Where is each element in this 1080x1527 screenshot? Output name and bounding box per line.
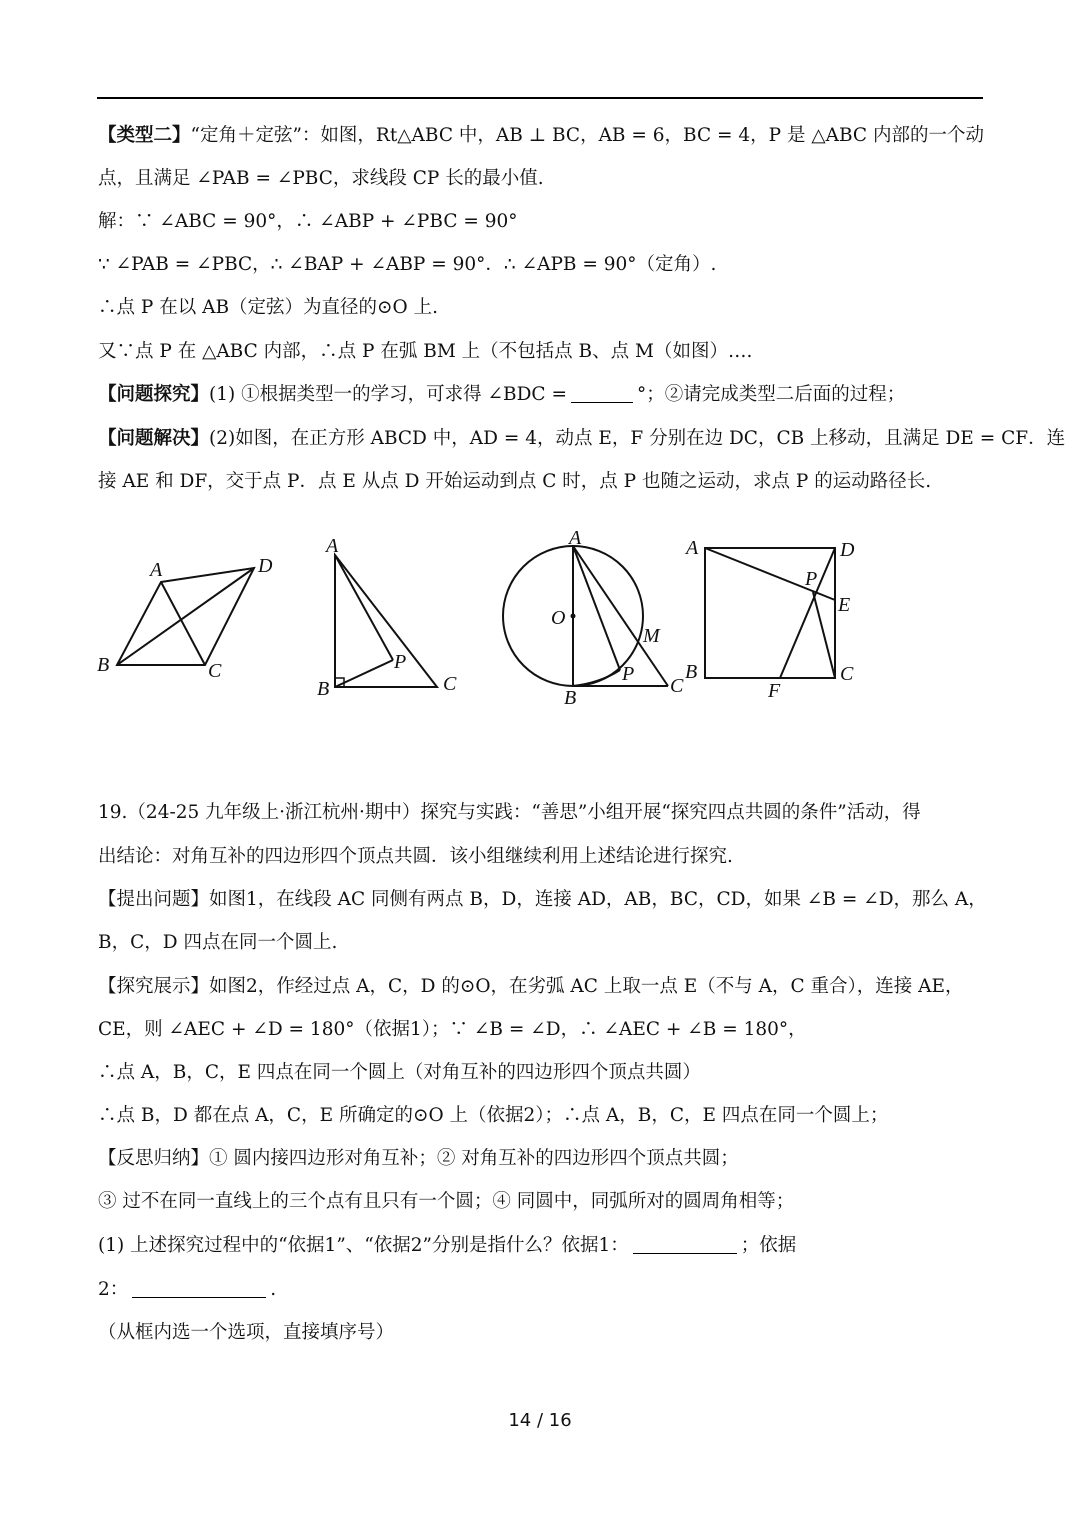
text-line (98, 338, 988, 366)
section-label: 【类型二】 (98, 125, 191, 146)
fig3-label-o: O (551, 607, 566, 629)
fig2-label-p: P (394, 651, 407, 673)
text-line (98, 1059, 988, 1087)
text-line (98, 1276, 988, 1304)
line-text: (1) 上述探究过程中的“依据1”、“依据2”分别是指什么？依据1： (98, 1235, 629, 1256)
line-text: ∵ ∠PAB = ∠PBC，∴ ∠BAP + ∠ABP = 90°．∴ ∠APB = 90°（定角）. (98, 254, 717, 275)
fig2-line-ap (335, 555, 393, 660)
line-text-after-blank: ；依据 (740, 1235, 797, 1256)
line-text: 接 AE 和 DF，交于点 P．点 E 从点 D 开始运动到点 C 时，点 P 也随之运动，求点 P 的运动路径长. (98, 471, 932, 492)
text-line (98, 468, 988, 496)
answer-blank[interactable] (633, 1235, 737, 1254)
text-line (98, 973, 988, 1001)
text-line (98, 208, 988, 236)
line-text: 【提出问题】如图1，在线段 AC 同侧有两点 B，D，连接 AD，AB，BC，CD，如果 ∠B = ∠D，那么 A， (98, 889, 987, 910)
line-text: ③ 过不在同一直线上的三个点有且只有一个圆；④ 同圆中，同弧所对的圆周角相等； (98, 1191, 795, 1212)
line-text: 2： (98, 1279, 129, 1300)
text-line (98, 886, 988, 914)
fig3-label-p: P (622, 663, 635, 685)
line-text: ∴点 A，B，C，E 四点在同一个圆上（对角互补的四边形四个顶点共圆） (98, 1062, 701, 1083)
text-line (98, 122, 988, 150)
line-text-after-blank: °；②请完成类型二后面的过程； (636, 384, 906, 405)
fig2-label-a: A (326, 535, 339, 557)
fig4-label-e: E (838, 594, 851, 616)
line-text: 19.（24-25 九年级上·浙江杭州·期中）探究与实践：“善思”小组开展“探究四点共圆的条件”活动，得 (98, 802, 921, 823)
text-line (98, 1016, 988, 1044)
section-label: 【问题解决】 (98, 428, 210, 449)
figures (0, 525, 1080, 725)
line-text: 【探究展示】如图2，作经过点 A，C，D 的⊙O，在劣弧 AC 上取一点 E（不与 A，C 重合），连接 AE， (98, 976, 964, 997)
fig4-label-f: F (768, 680, 781, 702)
fig3-label-b: B (564, 687, 577, 709)
fig2-triangle (335, 555, 437, 687)
text-line (98, 425, 1066, 453)
fig1-label-c: C (208, 660, 222, 682)
text-line (98, 1188, 988, 1216)
line-text: “定角＋定弦”：如图，Rt△ABC 中，AB ⊥ BC，AB = 6，BC = 4，P 是 △ABC 内部的一个动 (190, 125, 984, 146)
line-text-after-blank: . (270, 1279, 277, 1300)
fig1-label-b: B (97, 654, 110, 676)
section-label: 【问题探究】 (98, 384, 210, 405)
text-line (98, 929, 988, 957)
line-text: 解：∵ ∠ABC = 90°，∴ ∠ABP + ∠PBC = 90° (98, 211, 518, 232)
line-text: CE，则 ∠AEC + ∠D = 180°（依据1）；∵ ∠B = ∠D，∴ ∠AEC + ∠B = 180°， (98, 1019, 807, 1040)
text-line (98, 1319, 988, 1347)
text-line (98, 1232, 988, 1260)
text-line (98, 1102, 988, 1130)
fig3-line-ac (573, 546, 668, 686)
answer-blank[interactable] (571, 384, 633, 403)
fig1-diagonal-ac (161, 582, 205, 665)
header-rule (97, 97, 983, 99)
figure-3 (503, 546, 668, 686)
fig2-label-b: B (317, 678, 330, 700)
line-text: ∴点 P 在以 AB（定弦）为直径的⊙O 上. (98, 297, 438, 318)
line-text: B，C，D 四点在同一个圆上. (98, 932, 338, 953)
text-line (98, 165, 988, 193)
fig3-center-dot (571, 614, 576, 619)
figure-1 (117, 568, 254, 665)
fig3-label-a: A (569, 527, 582, 549)
text-line (98, 799, 988, 827)
line-text: 【反思归纳】① 圆内接四边形对角互补；② 对角互补的四边形四个顶点共圆； (98, 1148, 739, 1169)
line-text: 出结论：对角互补的四边形四个顶点共圆．该小组继续利用上述结论进行探究. (98, 846, 733, 867)
page-number: 14 / 16 (508, 1410, 572, 1431)
fig1-label-d: D (258, 555, 273, 577)
line-text: 点，且满足 ∠PAB = ∠PBC，求线段 CP 长的最小值. (98, 168, 544, 189)
text-line (98, 251, 988, 279)
line-text: (1) ①根据类型一的学习，可求得 ∠BDC = (209, 384, 567, 405)
fig4-label-a: A (686, 537, 699, 559)
fig1-diagonal-bd (117, 568, 254, 665)
fig3-line-ap (573, 546, 620, 670)
fig4-label-b: B (685, 661, 698, 683)
fig3-label-m: M (643, 625, 660, 647)
answer-blank[interactable] (132, 1279, 266, 1298)
text-line (98, 381, 988, 409)
text-line (98, 1145, 988, 1173)
line-text: ∴点 B，D 都在点 A，C，E 所确定的⊙O 上（依据2）；∴点 A，B，C，E 四点在同一个圆上； (98, 1105, 889, 1126)
fig4-label-c: C (840, 663, 854, 685)
line-text: 又∵点 P 在 △ABC 内部，∴点 P 在弧 BM 上（不包括点 B、点 M（如图）…. (98, 341, 753, 362)
figure-2 (335, 555, 437, 687)
fig4-line-ce-p (813, 592, 835, 678)
fig2-label-c: C (443, 673, 457, 695)
fig3-label-c: C (670, 675, 684, 697)
text-line (98, 294, 988, 322)
fig2-line-bp (335, 660, 393, 687)
line-text: （从框内选一个选项，直接填序号） (98, 1322, 395, 1343)
fig4-label-p: P (805, 568, 818, 590)
text-line (98, 843, 988, 871)
fig4-label-d: D (840, 539, 855, 561)
line-text: (2)如图，在正方形 ABCD 中，AD = 4，动点 E，F 分别在边 DC，CB 上移动，且满足 DE = CF．连 (209, 428, 1066, 449)
fig1-label-a: A (150, 559, 163, 581)
